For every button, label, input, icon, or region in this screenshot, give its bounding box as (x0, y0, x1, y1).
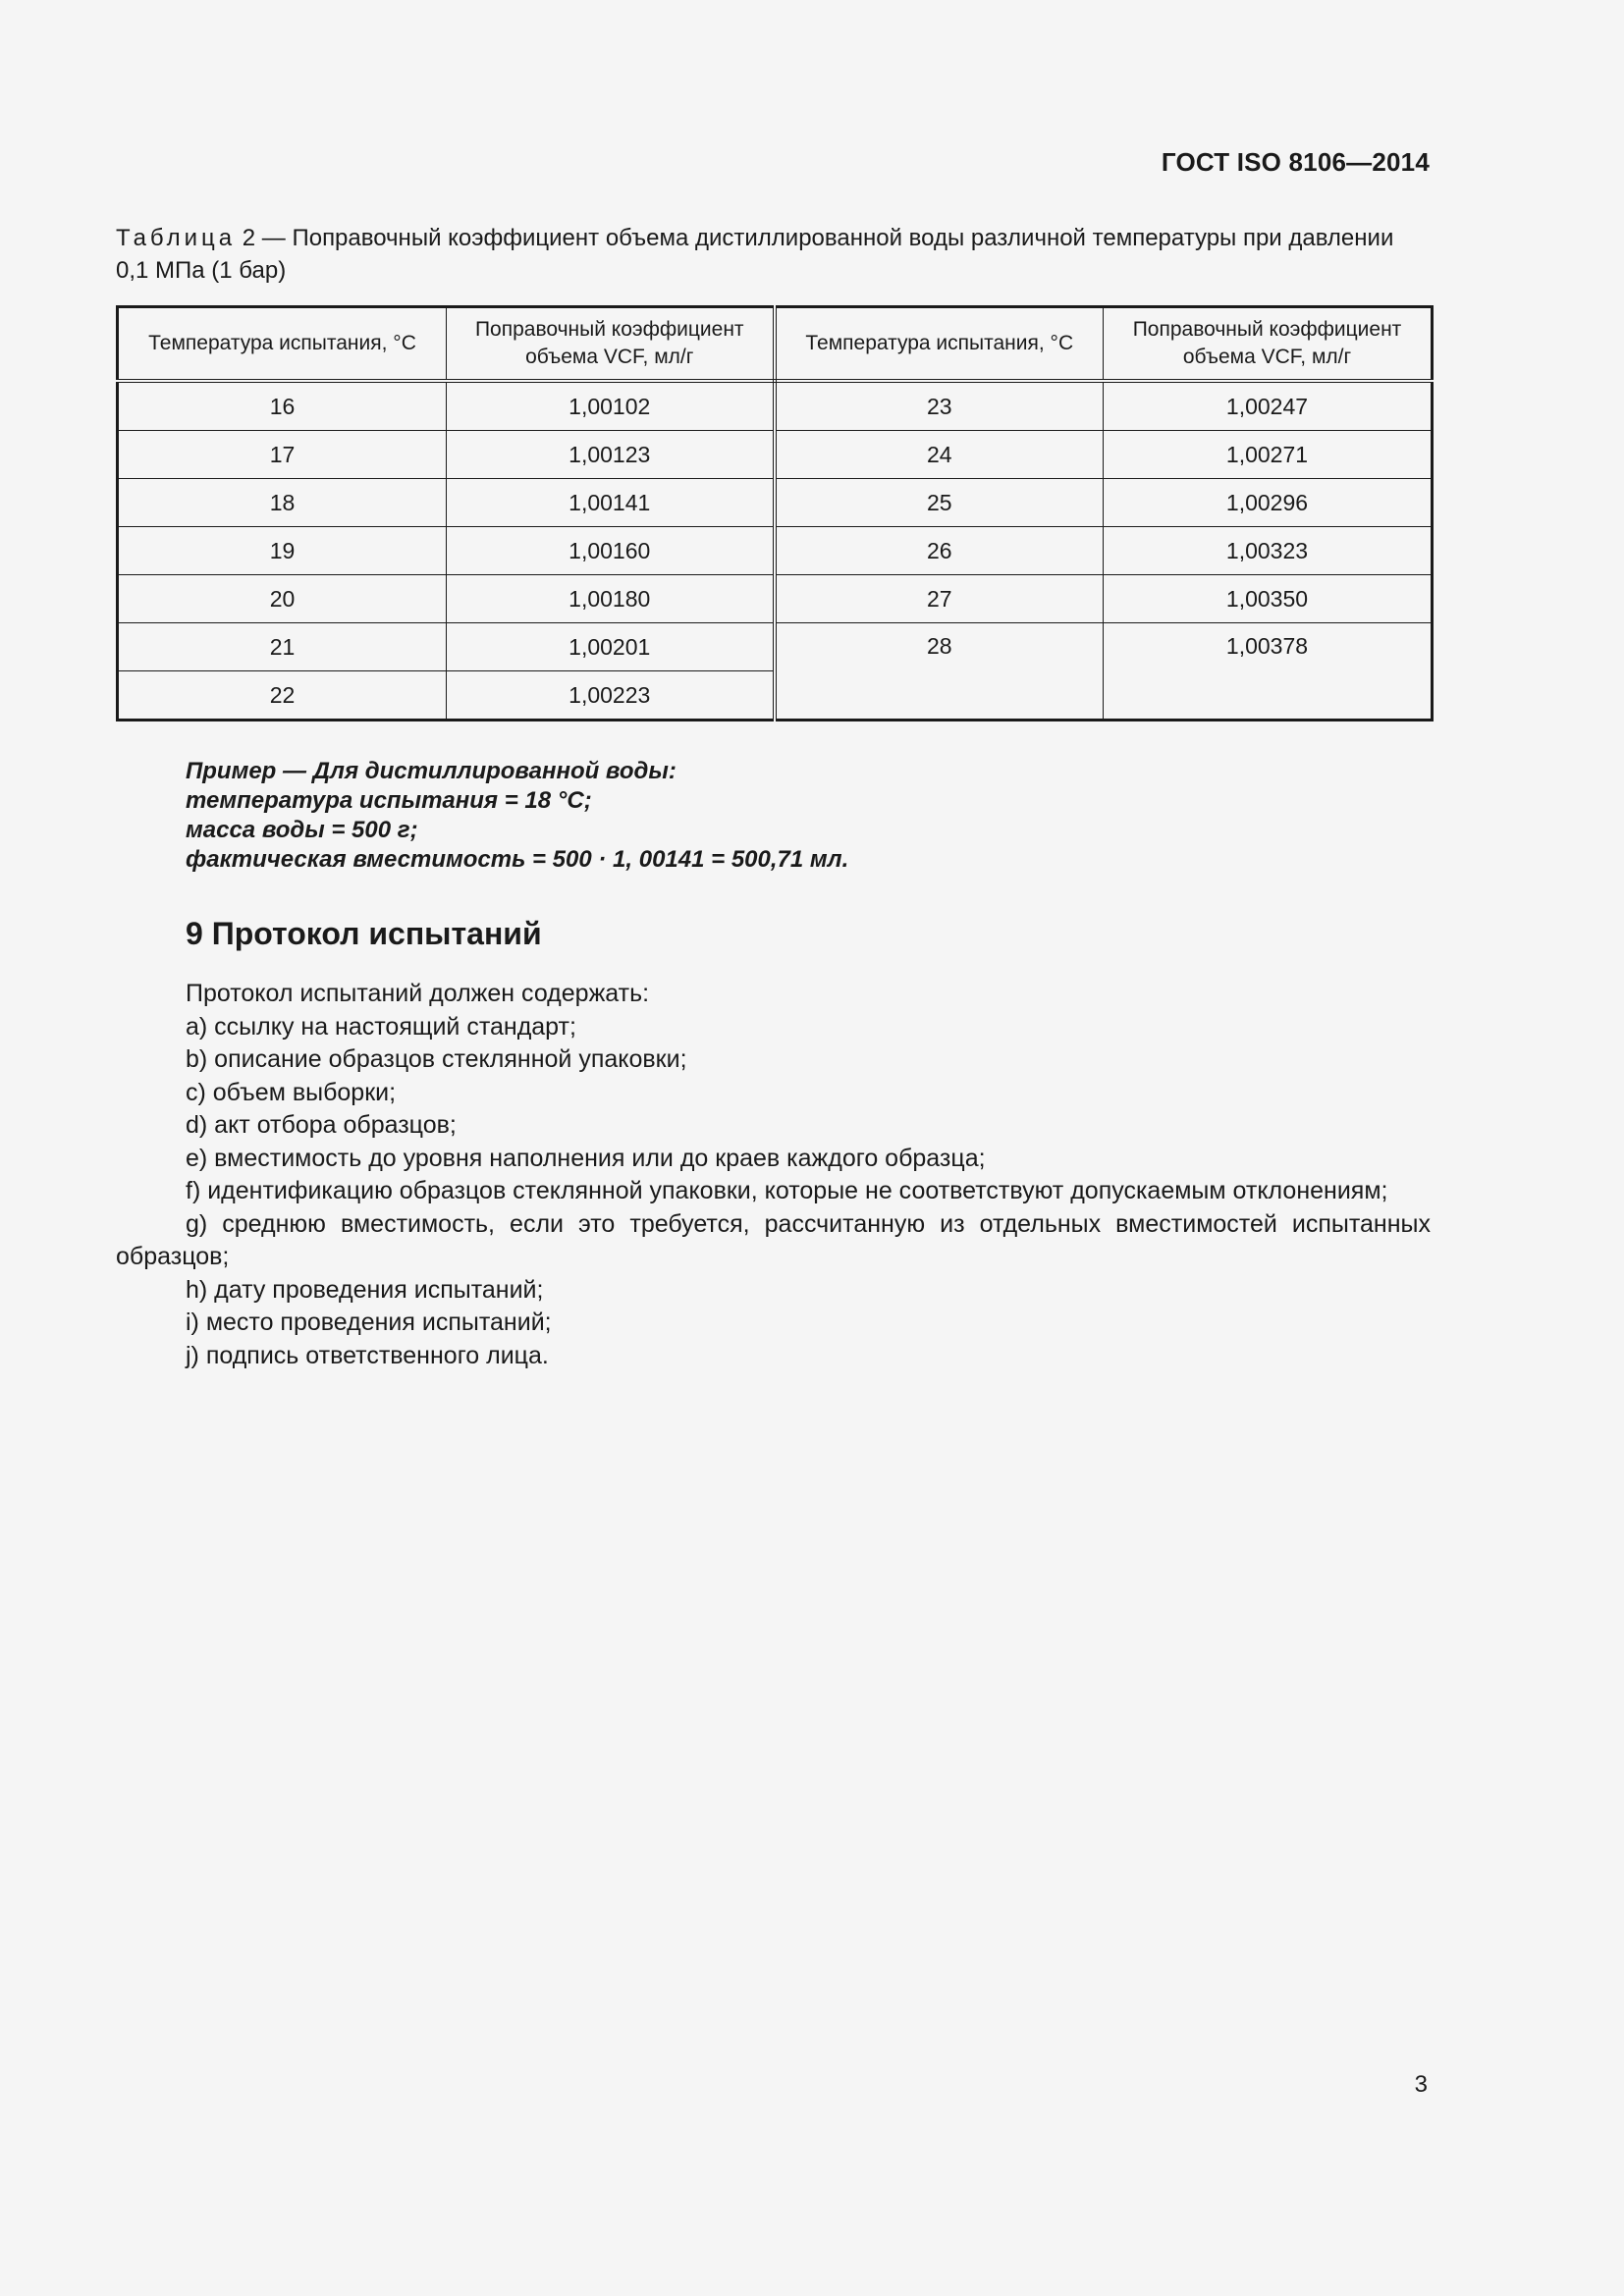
cell-vcf: 1,00141 (447, 479, 775, 527)
cell-temperature: 21 (118, 623, 447, 671)
header-temperature-right: Температура испытания, °С (775, 307, 1104, 382)
table-row (118, 623, 1433, 671)
example-line: Пример — Для дистиллированной воды: (186, 758, 677, 784)
cell-vcf: 1,00123 (447, 431, 775, 479)
document-code: ГОСТ ISO 8106—2014 (1161, 147, 1430, 177)
list-item: c) объем выборки; (186, 1078, 397, 1106)
table-caption (116, 222, 1430, 287)
example-line: фактическая вместимость = 500 · 1, 00141 = 500,71 мл. (186, 846, 849, 873)
cell-vcf: 1,00271 (1104, 431, 1433, 479)
list-item: a) ссылку на настоящий стандарт; (186, 1012, 576, 1041)
cell-vcf: 1,00378 (1104, 623, 1433, 721)
cell-temperature: 26 (775, 527, 1104, 575)
cell-temperature: 19 (118, 527, 447, 575)
cell-vcf: 1,00323 (1104, 527, 1433, 575)
header-vcf-right: Поправочный коэффициент объема VCF, мл/г (1104, 307, 1433, 382)
list-item: h) дату проведения испытаний; (186, 1275, 544, 1304)
header-vcf-left: Поправочный коэффициент объема VCF, мл/г (447, 307, 775, 382)
cell-temperature: 23 (775, 381, 1104, 431)
list-item: i) место проведения испытаний; (186, 1308, 552, 1336)
table-row (118, 575, 1433, 623)
cell-temperature: 16 (118, 381, 447, 431)
table-row (118, 381, 1433, 431)
cell-vcf: 1,00160 (447, 527, 775, 575)
cell-vcf: 1,00350 (1104, 575, 1433, 623)
cell-temperature: 22 (118, 671, 447, 721)
table-row (118, 527, 1433, 575)
cell-vcf: 1,00102 (447, 381, 775, 431)
header-temperature-left: Температура испытания, °С (118, 307, 447, 382)
vcf-table (116, 305, 1434, 721)
list-item: g) среднюю вместимость, если это требуется, рассчитанную из отдельных вместимостей испытанных образцов; (116, 1209, 1431, 1270)
list-item: f) идентификацию образцов стеклянной упаковки, которые не соответствуют допускаемым отклонениям; (186, 1177, 1388, 1204)
section-intro: Протокол испытаний должен содержать: (186, 980, 650, 1007)
cell-temperature: 27 (775, 575, 1104, 623)
list-item: d) акт отбора образцов; (186, 1111, 457, 1139)
table-caption-label: Таблица (116, 225, 237, 251)
cell-vcf: 1,00223 (447, 671, 775, 721)
cell-temperature: 17 (118, 431, 447, 479)
cell-vcf: 1,00180 (447, 575, 775, 623)
section-body (116, 978, 1431, 1372)
example-line: температура испытания = 18 °С; (186, 787, 592, 814)
cell-temperature: 28 (775, 623, 1104, 721)
section-title: 9 Протокол испытаний (186, 916, 542, 951)
cell-temperature: 25 (775, 479, 1104, 527)
cell-temperature: 20 (118, 575, 447, 623)
cell-vcf: 1,00201 (447, 623, 775, 671)
cell-temperature: 18 (118, 479, 447, 527)
example-line: масса воды = 500 г; (186, 817, 418, 843)
cell-temperature: 24 (775, 431, 1104, 479)
list-item: b) описание образцов стеклянной упаковки; (186, 1045, 687, 1073)
cell-vcf: 1,00296 (1104, 479, 1433, 527)
page-number: 3 (1414, 2071, 1428, 2098)
table-header-row (118, 307, 1433, 382)
list-item: e) вместимость до уровня наполнения или до краев каждого образца; (186, 1144, 986, 1172)
cell-vcf: 1,00247 (1104, 381, 1433, 431)
table-row (118, 479, 1433, 527)
table-caption-text: 2 — Поправочный коэффициент объема дистиллированной воды различной температуры при давлении 0,1 МПа (1 бар) (116, 225, 1394, 284)
list-item: j) подпись ответственного лица. (186, 1341, 549, 1369)
table-row (118, 431, 1433, 479)
example-block (186, 757, 848, 875)
